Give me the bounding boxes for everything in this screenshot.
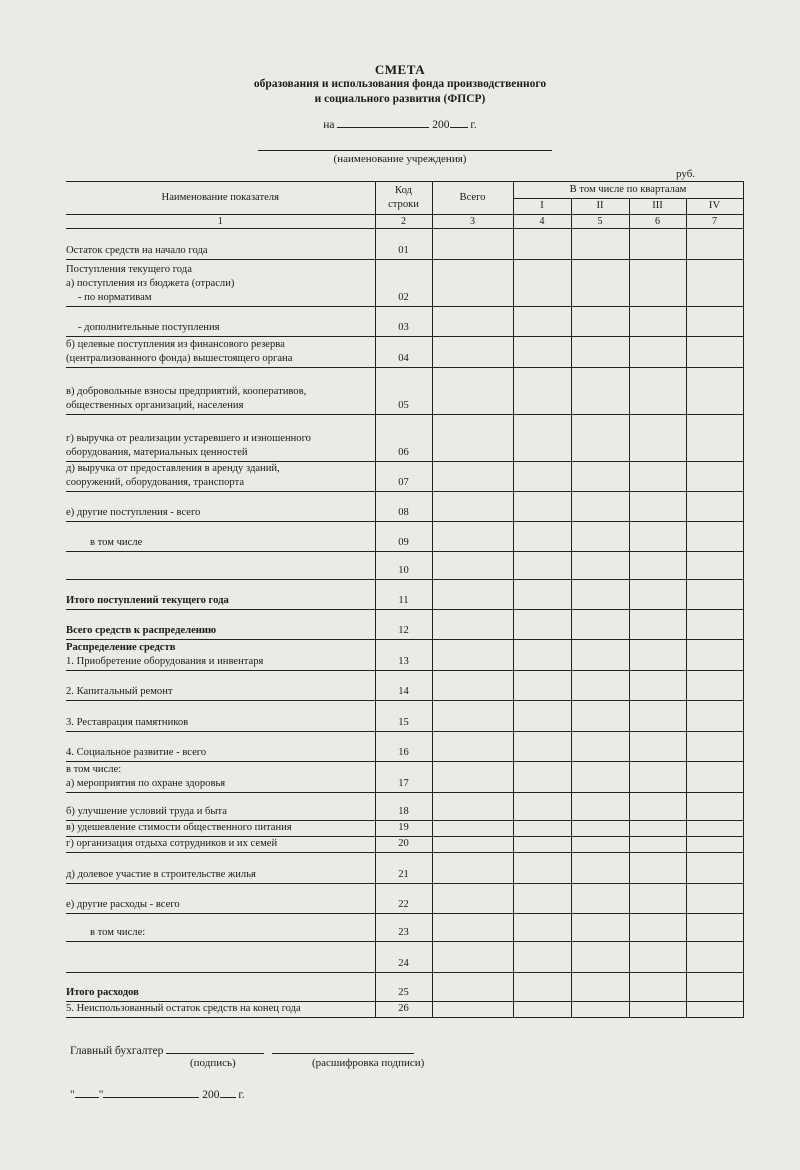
q1-value-cell[interactable] [513,610,571,640]
row-code-cell: 09 [375,522,432,552]
q4-value-cell[interactable] [686,671,743,701]
indicator-name-line: 4. Социальное развитие - всего [66,747,207,758]
table-row [66,762,743,793]
q2-value-cell[interactable] [571,837,629,853]
table-row [66,552,743,580]
column-number: 5 [571,215,629,229]
row-code-cell: 16 [375,732,432,762]
indicator-name-line: 5. Неиспользованный остаток средств на конец года [66,1003,301,1014]
q3-value-cell[interactable] [629,884,686,914]
q3-value-cell[interactable] [629,793,686,821]
document-subtitle-line2: и социального развития (ФПСР) [314,93,486,105]
total-value-cell[interactable] [432,522,513,552]
indicator-name-cell [66,307,375,337]
indicator-name-line [66,957,375,971]
q3-value-cell[interactable] [629,821,686,837]
q4-value-cell[interactable] [686,942,743,973]
table-row [66,1002,743,1018]
signing-date-suffix: г. [238,1089,245,1101]
q3-value-cell[interactable] [629,1002,686,1018]
q1-value-cell[interactable] [513,229,571,260]
total-value-cell[interactable] [432,914,513,942]
indicator-name-line: (централизованного фонда) вышестоящего органа [66,353,293,364]
indicator-name-cell [66,732,375,762]
chief-accountant-line [70,1042,414,1057]
indicator-name-line: - дополнительные поступления [78,322,220,333]
q3-value-cell[interactable] [629,762,686,793]
row-code-cell: 19 [375,821,432,837]
q4-value-cell[interactable] [686,701,743,732]
q4-value-cell[interactable] [686,492,743,522]
row-code-cell: 17 [375,762,432,793]
indicator-name-line: оборудования, материальных ценностей [66,447,248,458]
q2-value-cell[interactable] [571,580,629,610]
indicator-name-line: д) выручка от предоставления в аренду зданий, [66,463,280,474]
q2-value-cell[interactable] [571,701,629,732]
row-code-cell: 14 [375,671,432,701]
header-quarter-1: I [513,199,571,215]
signing-year-field[interactable] [220,1086,236,1098]
table-row [66,973,743,1002]
table-row [66,229,743,260]
q4-value-cell[interactable] [686,793,743,821]
q3-value-cell[interactable] [629,701,686,732]
q1-value-cell[interactable] [513,462,571,492]
header-quarter-2: II [571,199,629,215]
row-code-cell: 12 [375,610,432,640]
q4-value-cell[interactable] [686,580,743,610]
signing-date-line [70,1086,245,1101]
q3-value-cell[interactable] [629,492,686,522]
row-code-cell: 20 [375,837,432,853]
total-value-cell[interactable] [432,640,513,671]
currency-unit: руб. [676,168,696,180]
column-number: 6 [629,215,686,229]
q4-value-cell[interactable] [686,853,743,884]
indicator-name-line: а) мероприятия по охране здоровья [66,778,226,789]
q4-value-cell[interactable] [686,821,743,837]
indicator-name-cell [66,640,375,671]
q3-value-cell[interactable] [629,853,686,884]
q1-value-cell[interactable] [513,762,571,793]
indicator-name-cell [66,368,375,415]
total-value-cell[interactable] [432,415,513,462]
q2-value-cell[interactable] [571,368,629,415]
q4-value-cell[interactable] [686,610,743,640]
date-prefix: на [323,119,335,131]
q4-value-cell[interactable] [686,368,743,415]
row-code-cell: 07 [375,462,432,492]
indicator-name-cell [66,701,375,732]
total-value-cell[interactable] [432,701,513,732]
q2-value-cell[interactable] [571,492,629,522]
q3-value-cell[interactable] [629,552,686,580]
indicator-name-line: Остаток средств на начало года [66,245,208,256]
table-row [66,884,743,914]
total-value-cell[interactable] [432,260,513,307]
column-number: 2 [375,215,432,229]
indicator-name-cell [66,260,375,307]
q2-value-cell[interactable] [571,337,629,368]
indicator-name-line: Итого расходов [66,987,139,998]
q1-value-cell[interactable] [513,307,571,337]
total-value-cell[interactable] [432,552,513,580]
row-code-cell: 02 [375,260,432,307]
indicator-name-cell [66,337,375,368]
indicator-name-cell [66,552,375,580]
row-code-cell: 06 [375,415,432,462]
table-row [66,853,743,884]
q3-value-cell[interactable] [629,522,686,552]
indicator-name-cell [66,492,375,522]
indicator-name-cell [66,942,375,973]
q2-value-cell[interactable] [571,793,629,821]
total-value-cell[interactable] [432,337,513,368]
q3-value-cell[interactable] [629,640,686,671]
q3-value-cell[interactable] [629,462,686,492]
indicator-name-cell [66,821,375,837]
date-quote-open: " [70,1089,75,1101]
indicator-name-line: 2. Капитальный ремонт [66,686,173,697]
q4-value-cell[interactable] [686,522,743,552]
q2-value-cell[interactable] [571,307,629,337]
indicator-name-cell [66,610,375,640]
header-row-code-line1: Код [395,184,412,196]
q2-value-cell[interactable] [571,821,629,837]
table-row [66,415,743,462]
indicator-name-line: в том числе: [90,927,146,938]
total-value-cell[interactable] [432,580,513,610]
q1-value-cell[interactable] [513,853,571,884]
q4-value-cell[interactable] [686,914,743,942]
row-code-cell: 05 [375,368,432,415]
signature-caption: (подпись) [190,1057,236,1069]
indicator-name-cell [66,671,375,701]
q4-value-cell[interactable] [686,884,743,914]
indicator-name-line: Распределение средств [66,642,176,653]
organization-name-caption: (наименование учреждения) [333,153,467,165]
q2-value-cell[interactable] [571,415,629,462]
row-code-cell: 22 [375,884,432,914]
table-row [66,492,743,522]
q4-value-cell[interactable] [686,337,743,368]
date-suffix: г. [470,119,477,131]
indicator-name-line: е) другие поступления - всего [66,507,201,518]
total-value-cell[interactable] [432,821,513,837]
q1-value-cell[interactable] [513,821,571,837]
indicator-name-cell [66,415,375,462]
indicator-name-cell [66,973,375,1002]
indicator-name-line: в) добровольные взносы предприятий, кооперативов, [66,386,307,397]
q1-value-cell[interactable] [513,337,571,368]
header-total: Всего [432,182,513,215]
row-code-cell: 04 [375,337,432,368]
indicator-name-line: Всего средств к распределению [66,625,217,636]
indicator-name-cell [66,884,375,914]
q1-value-cell[interactable] [513,260,571,307]
column-number: 7 [686,215,743,229]
indicator-name-cell [66,229,375,260]
signature-field[interactable] [166,1042,264,1054]
q1-value-cell[interactable] [513,701,571,732]
row-code-cell: 18 [375,793,432,821]
indicator-name-cell [66,580,375,610]
organization-name-field[interactable] [258,150,552,151]
table-row [66,580,743,610]
indicator-name-line: общественных организаций, населения [66,400,244,411]
q3-value-cell[interactable] [629,942,686,973]
indicator-name-line: в) удешевление стимости общественного питания [66,822,292,833]
q2-value-cell[interactable] [571,884,629,914]
q3-value-cell[interactable] [629,260,686,307]
q4-value-cell[interactable] [686,837,743,853]
q2-value-cell[interactable] [571,522,629,552]
indicator-name-line: б) улучшение условий труда и быта [66,806,228,817]
header-row-code-line2: строки [388,198,419,210]
indicator-name-cell [66,853,375,884]
indicator-name-line: г) выручка от реализации устаревшего и изношенного [66,433,311,444]
q2-value-cell[interactable] [571,671,629,701]
header-quarter-3: III [629,199,686,215]
table-row [66,640,743,671]
document-subtitle-line1: образования и использования фонда производственного [253,78,547,90]
q4-value-cell[interactable] [686,552,743,580]
q1-value-cell[interactable] [513,671,571,701]
q4-value-cell[interactable] [686,260,743,307]
table-row [66,260,743,307]
header-quarter-4: IV [686,199,743,215]
total-value-cell[interactable] [432,610,513,640]
day-field[interactable] [75,1086,99,1098]
indicator-name-cell [66,1002,375,1018]
q2-value-cell[interactable] [571,732,629,762]
q1-value-cell[interactable] [513,492,571,522]
year-blank-field[interactable] [450,116,468,128]
q3-value-cell[interactable] [629,914,686,942]
indicator-name-line: Итого поступлений текущего года [66,595,229,606]
q2-value-cell[interactable] [571,762,629,793]
indicator-name-line [66,564,375,578]
indicator-name-cell [66,914,375,942]
q1-value-cell[interactable] [513,580,571,610]
q1-value-cell[interactable] [513,552,571,580]
total-value-cell[interactable] [432,492,513,522]
total-value-cell[interactable] [432,307,513,337]
date-blank-field[interactable] [337,116,429,128]
indicator-name-cell [66,462,375,492]
signature-decoding-caption: (расшифровка подписи) [312,1057,425,1069]
q3-value-cell[interactable] [629,368,686,415]
date-quote-close: " [98,1089,104,1101]
estimate-date-line [0,116,800,131]
q1-value-cell[interactable] [513,732,571,762]
q4-value-cell[interactable] [686,307,743,337]
q3-value-cell[interactable] [629,580,686,610]
q2-value-cell[interactable] [571,640,629,671]
indicator-name-line: в том числе [90,537,143,548]
row-code-cell: 01 [375,229,432,260]
q2-value-cell[interactable] [571,973,629,1002]
indicator-name-line: Поступления текущего года [66,264,192,275]
total-value-cell[interactable] [432,462,513,492]
q3-value-cell[interactable] [629,415,686,462]
column-number: 1 [66,215,375,229]
total-value-cell[interactable] [432,1002,513,1018]
document-title: СМЕТА [374,62,426,77]
header-indicator-name: Наименование показателя [66,182,375,215]
q1-value-cell[interactable] [513,942,571,973]
q3-value-cell[interactable] [629,732,686,762]
q3-value-cell[interactable] [629,837,686,853]
q1-value-cell[interactable] [513,837,571,853]
q1-value-cell[interactable] [513,415,571,462]
indicator-name-line: 1. Приобретение оборудования и инвентаря [66,656,264,667]
q3-value-cell[interactable] [629,229,686,260]
total-value-cell[interactable] [432,942,513,973]
q4-value-cell[interactable] [686,415,743,462]
table-row [66,942,743,973]
q1-value-cell[interactable] [513,884,571,914]
table-row [66,837,743,853]
row-code-cell: 11 [375,580,432,610]
indicator-name-line: сооружений, оборудования, транспорта [66,477,245,488]
row-code-cell: 26 [375,1002,432,1018]
q1-value-cell[interactable] [513,368,571,415]
total-value-cell[interactable] [432,853,513,884]
table-row [66,368,743,415]
q2-value-cell[interactable] [571,260,629,307]
table-row [66,337,743,368]
q3-value-cell[interactable] [629,307,686,337]
indicator-name-line: г) организация отдыха сотрудников и их семей [66,838,278,849]
table-row [66,610,743,640]
q2-value-cell[interactable] [571,914,629,942]
q4-value-cell[interactable] [686,229,743,260]
q2-value-cell[interactable] [571,462,629,492]
q2-value-cell[interactable] [571,853,629,884]
q4-value-cell[interactable] [686,973,743,1002]
total-value-cell[interactable] [432,368,513,415]
q4-value-cell[interactable] [686,462,743,492]
signing-date-year: 200 [202,1089,220,1101]
table-row [66,462,743,492]
row-code-cell: 08 [375,492,432,522]
q2-value-cell[interactable] [571,229,629,260]
q4-value-cell[interactable] [686,640,743,671]
estimate-table [66,181,744,1018]
q4-value-cell[interactable] [686,1002,743,1018]
row-code-cell: 21 [375,853,432,884]
row-code-cell: 15 [375,701,432,732]
indicator-name-line: е) другие расходы - всего [66,899,180,910]
total-value-cell[interactable] [432,229,513,260]
total-value-cell[interactable] [432,973,513,1002]
indicator-name-line: д) долевое участие в строительстве жилья [66,869,256,880]
row-code-cell: 03 [375,307,432,337]
indicator-name-cell [66,522,375,552]
indicator-name-line: в том числе: [66,764,122,775]
row-code-cell: 13 [375,640,432,671]
signature-decoding-field[interactable] [272,1042,414,1054]
estimate-table-body [66,229,743,1018]
table-row [66,821,743,837]
q2-value-cell[interactable] [571,610,629,640]
q1-value-cell[interactable] [513,522,571,552]
indicator-name-line: - по нормативам [78,292,152,303]
q2-value-cell[interactable] [571,942,629,973]
q3-value-cell[interactable] [629,610,686,640]
q4-value-cell[interactable] [686,732,743,762]
indicator-name-line: 3. Реставрация памятников [66,717,189,728]
q3-value-cell[interactable] [629,337,686,368]
table-row [66,307,743,337]
row-code-cell: 24 [375,942,432,973]
table-row [66,732,743,762]
row-code-cell: 10 [375,552,432,580]
indicator-name-cell [66,837,375,853]
column-number: 3 [432,215,513,229]
q1-value-cell[interactable] [513,973,571,1002]
chief-accountant-label: Главный бухгалтер [70,1045,164,1057]
indicator-name-cell [66,762,375,793]
month-field[interactable] [103,1086,199,1098]
q3-value-cell[interactable] [629,671,686,701]
total-value-cell[interactable] [432,837,513,853]
total-value-cell[interactable] [432,762,513,793]
q2-value-cell[interactable] [571,1002,629,1018]
q1-value-cell[interactable] [513,914,571,942]
table-row [66,522,743,552]
table-row [66,671,743,701]
indicator-name-line: а) поступления из бюджета (отрасли) [66,278,235,289]
indicator-name-cell [66,793,375,821]
row-code-cell: 25 [375,973,432,1002]
indicator-name-line: б) целевые поступления из финансового резерва [66,339,285,350]
date-year: 200 [432,119,450,131]
column-number: 4 [513,215,571,229]
total-value-cell[interactable] [432,884,513,914]
header-row-code [375,182,432,215]
table-row [66,793,743,821]
table-row [66,914,743,942]
header-quarters-group: В том числе по кварталам [513,182,743,199]
q1-value-cell[interactable] [513,793,571,821]
q2-value-cell[interactable] [571,552,629,580]
q1-value-cell[interactable] [513,1002,571,1018]
total-value-cell[interactable] [432,671,513,701]
total-value-cell[interactable] [432,732,513,762]
q4-value-cell[interactable] [686,762,743,793]
q1-value-cell[interactable] [513,640,571,671]
total-value-cell[interactable] [432,793,513,821]
table-row [66,701,743,732]
row-code-cell: 23 [375,914,432,942]
q3-value-cell[interactable] [629,973,686,1002]
